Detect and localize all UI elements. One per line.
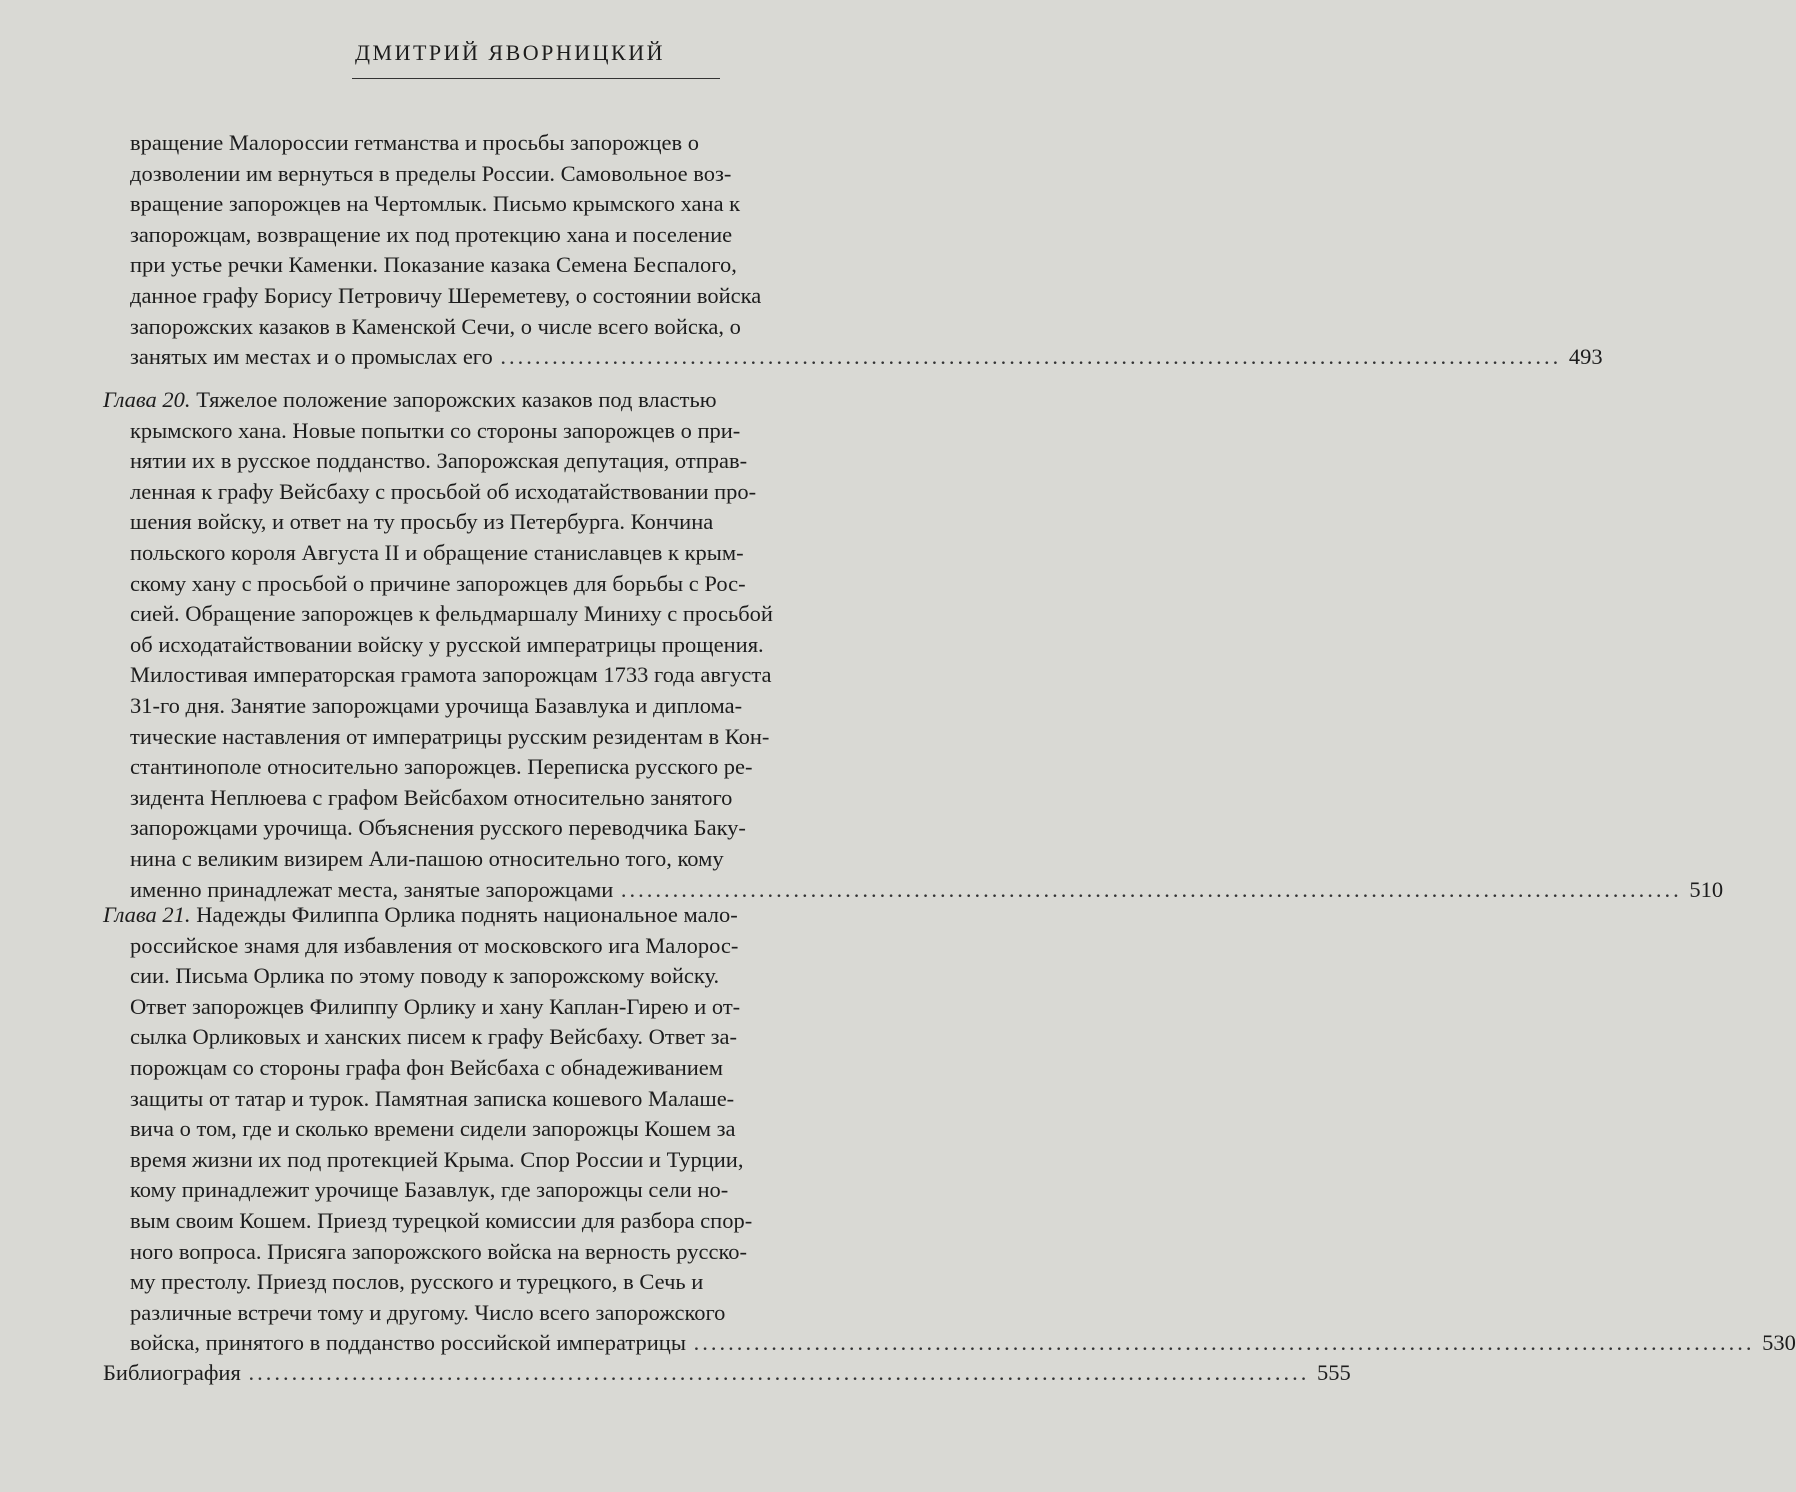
dot-leader: ...........................................................................................................................: [620, 876, 1682, 902]
page-number: 530: [1762, 1330, 1796, 1356]
entry-line: му престолу. Приезд послов, русского и турецкого, в Сечь и: [130, 1269, 704, 1295]
entry-last-line: [103, 1328, 1796, 1359]
entry-line: сии. Письма Орлика по этому поводу к запорожскому войску.: [130, 963, 720, 989]
page-number: 510: [1689, 876, 1724, 902]
entry-line: вым своим Кошем. Приезд турецкой комиссии для разбора спор-: [130, 1207, 753, 1233]
entry-line: запорожцам, возвращение их под протекцию хана и поселение: [130, 221, 733, 247]
entry-last-line: [103, 1358, 1351, 1389]
entry-line: при устье речки Каменки. Показание казака Семена Беспалого,: [130, 252, 737, 278]
toc-entry-bibliography: [103, 1358, 1351, 1389]
entry-line: крымского хана. Новые попытки со стороны запорожцев о при-: [130, 417, 741, 443]
entry-line: польского короля Августа II и обращение станиславцев к крым-: [130, 539, 744, 565]
bibliography-label: Библиография: [103, 1360, 241, 1385]
entry-line: Милостивая императорская грамота запорожцам 1733 года августа: [130, 662, 772, 688]
entry-line: ного вопроса. Присяга запорожского войска на верность русско-: [130, 1238, 747, 1264]
entry-line: нина с великим визирем Али-пашою относительно того, кому: [130, 845, 724, 871]
entry-line-text: Тяжелое положение запорожских казаков под властью: [196, 387, 717, 412]
entry-first-line: [103, 900, 948, 931]
entry-line: скому хану с просьбой о причине запорожцев для борьбы с Рос-: [130, 570, 746, 596]
entry-line: вращение запорожцев на Чертомлык. Письмо крымского хана к: [130, 191, 741, 217]
entry-line: российское знамя для избавления от московского ига Малорос-: [130, 932, 739, 958]
entry-line: запорожцами урочища. Объяснения русского переводчика Баку-: [130, 815, 746, 841]
entry-line: дозволении им вернуться в пределы России. Самовольное воз-: [130, 160, 732, 186]
entry-line: об исходатайствовании войску у русской императрицы прощения.: [130, 631, 764, 657]
chapter-label: Глава 20.: [103, 387, 191, 412]
page-number: 493: [1568, 344, 1603, 370]
running-head: ДМИТРИЙ ЯВОРНИЦКИЙ: [355, 40, 665, 65]
dot-leader: ...........................................................................................................................: [500, 344, 1562, 370]
entry-line: Ответ запорожцев Филиппу Орлику и хану Каплан-Гирею и от-: [130, 993, 741, 1019]
dot-leader: ...........................................................................................................................: [248, 1360, 1310, 1385]
toc-entry-chapter-20: [103, 385, 1724, 905]
entry-line: сией. Обращение запорожцев к фельдмаршалу Миниху с просьбой: [130, 601, 773, 627]
entry-line: различные встречи тому и другому. Число всего запорожского: [130, 1299, 726, 1325]
entry-line: нятии их в русское подданство. Запорожская депутация, отправ-: [130, 448, 748, 474]
page-number: 555: [1316, 1360, 1351, 1385]
entry-line: ленная к графу Вейсбаху с просьбой об исходатайствовании про-: [130, 478, 757, 504]
entry-line: 31-го дня. Занятие запорожцами урочища Базавлука и диплома-: [130, 692, 743, 718]
entry-line: стантинополе относительно запорожцев. Переписка русского ре-: [130, 754, 753, 780]
entry-line: вича о том, где и сколько времени сидели запорожцы Кошем за: [130, 1116, 736, 1142]
running-head-rule: [352, 78, 720, 79]
entry-line: запорожских казаков в Каменской Сечи, о числе всего войска, о: [130, 313, 741, 339]
entry-line: порожцам со стороны графа фон Вейсбаха с обнадеживанием: [130, 1054, 724, 1080]
toc-entry-chapter-21: [103, 900, 1796, 1359]
entry-line-text: Надежды Филиппа Орлика поднять национальное мало-: [196, 902, 738, 927]
entry-last-line: [103, 342, 1603, 373]
toc-entry-continuation: [103, 128, 1603, 373]
entry-line: время жизни их под протекцией Крыма. Спор России и Турции,: [130, 1146, 744, 1172]
chapter-label: Глава 21.: [103, 902, 191, 927]
entry-line-text: занятых им местах и о промыслах его: [130, 344, 493, 370]
entry-line-text: войска, принятого в подданство российской императрицы: [130, 1330, 686, 1356]
entry-line: кому принадлежит урочище Базавлук, где запорожцы сели но-: [130, 1177, 729, 1203]
dot-leader: ...........................................................................................................................: [693, 1330, 1755, 1356]
entry-line: шения войску, и ответ на ту просьбу из Петербурга. Кончина: [130, 509, 714, 535]
entry-line: зидента Неплюева с графом Вейсбахом относительно занятого: [130, 784, 733, 810]
entry-line-text: именно принадлежат места, занятые запорожцами: [130, 876, 614, 902]
entry-first-line: [103, 385, 948, 416]
entry-line: защиты от татар и турок. Памятная записка кошевого Малаше-: [130, 1085, 735, 1111]
entry-line: сылка Орликовых и ханских писем к графу Вейсбаху. Ответ за-: [130, 1024, 738, 1050]
entry-line: данное графу Борису Петровичу Шереметеву, о состоянии войска: [130, 282, 762, 308]
entry-line: вращение Малороссии гетманства и просьбы запорожцев о: [130, 130, 699, 155]
entry-line: тические наставления от императрицы русским резидентам в Кон-: [130, 723, 770, 749]
